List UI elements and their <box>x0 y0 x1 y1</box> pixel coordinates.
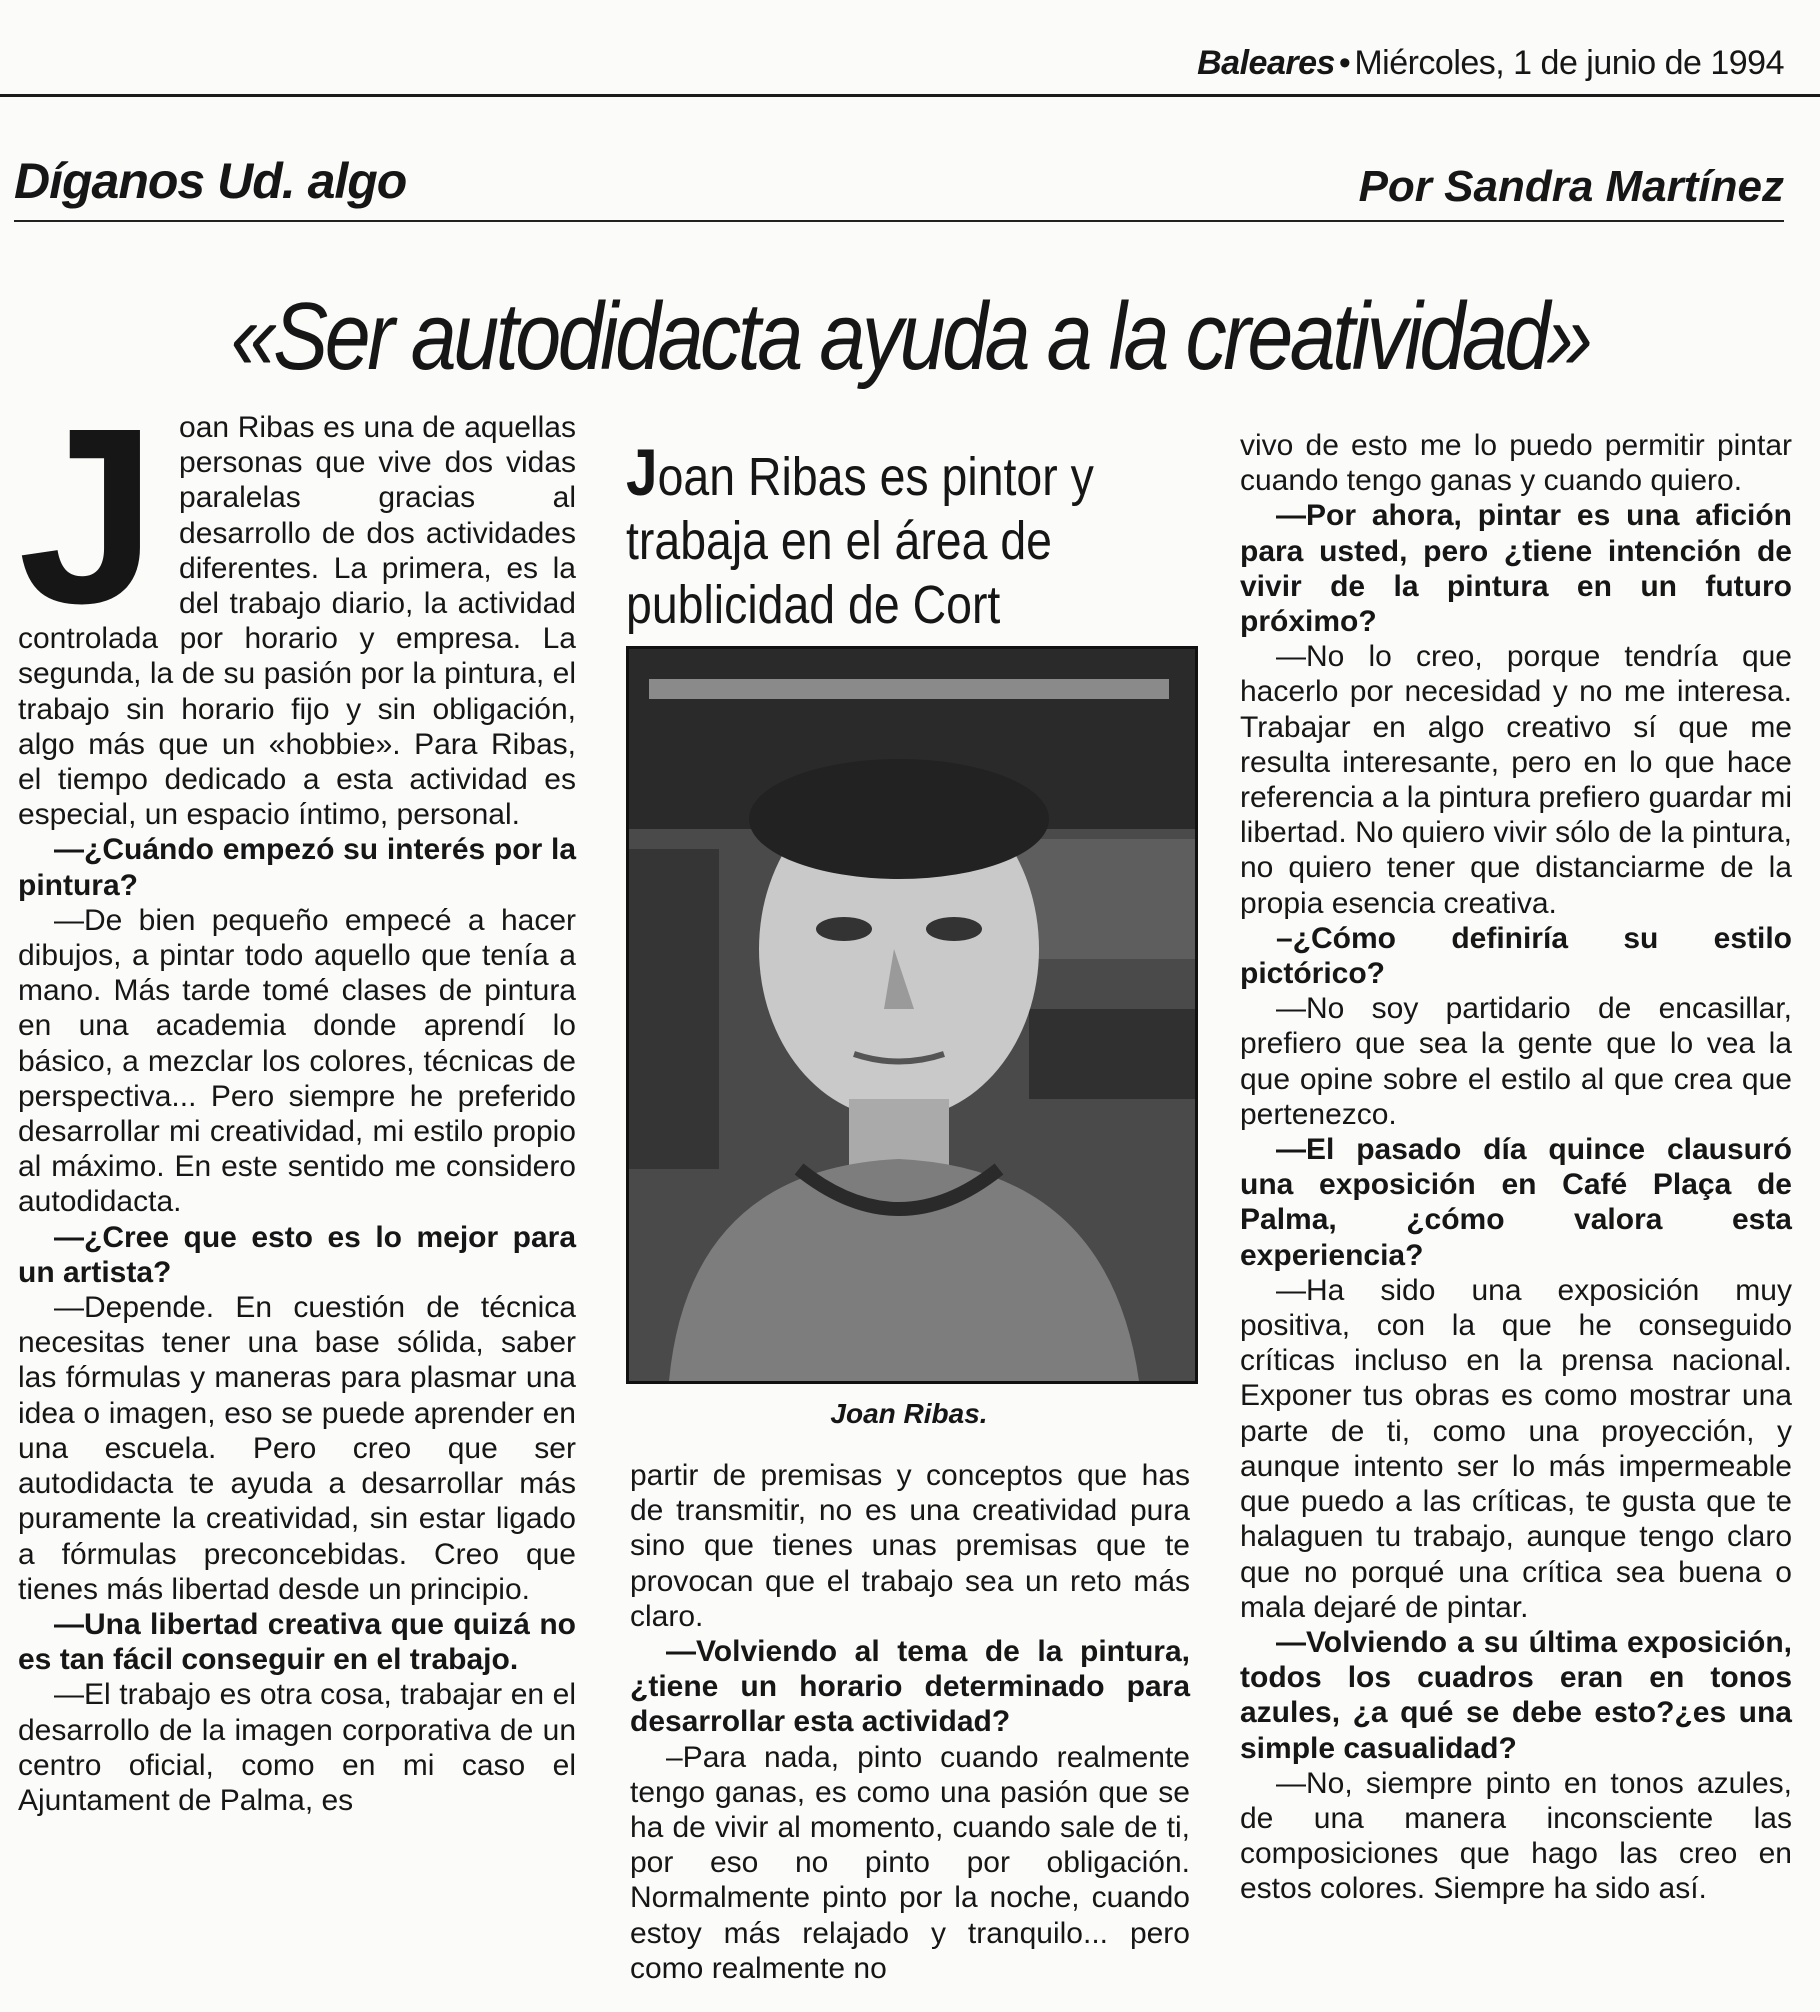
kicker-row <box>14 150 1784 222</box>
pull-quote-initial: J <box>626 435 658 509</box>
column-2-continuation: partir de premisas y conceptos que has de transmitir, no es una creatividad pura sino que tienes unas premisas que te provocan que el trabajo sea un reto más claro. <box>630 1459 1190 1633</box>
photo-caption: Joan Ribas. <box>830 1398 988 1429</box>
column-3-continuation: vivo de esto me lo puedo permitir pintar cuando tengo ganas y cuando quiero. <box>1240 429 1792 498</box>
kicker: Díganos Ud. algo <box>14 153 407 209</box>
headline: «Ser autodidacta ayuda a la creatividad» <box>230 283 1590 390</box>
question-7: —El pasado día quince clausuró una exposición en Café Plaça de Palma, ¿cómo valora esta experiencia? <box>1240 1133 1792 1272</box>
question-4: —Volviendo al tema de la pintura, ¿tiene un horario determinado para desarrollar esta actividad? <box>630 1635 1190 1739</box>
drop-cap: J <box>18 376 158 655</box>
answer-7: —Ha sido una exposición muy positiva, con la que he conseguido críticas incluso en la prensa nacional. Exponer tus obras es como mostrar una parte de ti, como una proyección, y aunque intento ser lo más impermeable que puedo a las críticas, te gusta que te halaguen tu trabajo, aunque tengo claro que no porqué una crítica sea buena o mala dejaré de pintar. <box>1240 1273 1792 1624</box>
portrait-photo <box>626 646 1198 1384</box>
article-column-3 <box>1240 428 1792 1907</box>
publication-date: Miércoles, 1 de junio de 1994 <box>1354 44 1784 82</box>
question-6: –¿Cómo definiría su estilo pictórico? <box>1240 921 1792 991</box>
pull-quote <box>626 435 1116 637</box>
answer-1: —De bien pequeño empecé a hacer dibujos, a pintar todo aquello que tenía a mano. Más tarde tomé clases de pintura en una academia donde aprendí lo básico, a mezclar los colores, técnicas de perspectiva... Pero siempre he preferido desarrollar mi creatividad, mi estilo propio al máximo. En este sentido me considero autodidacta. <box>18 903 576 1219</box>
article-column-2 <box>630 1458 1190 1986</box>
section-name: Baleares <box>1197 44 1335 82</box>
answer-8: —No, siempre pinto en tonos azules, de una manera inconsciente las composiciones que hago las creo en estos colores. Siempre ha sido así. <box>1240 1766 1792 1906</box>
answer-5: —No lo creo, porque tendría que hacerlo por necesidad y no me interesa. Trabajar en algo creativo sí que me resulta interesante, pero en lo que hace referencia a la pintura prefiero guardar mi libertad. No quiero vivir sólo de la pintura, no quiero tener que distanciarme de la propia esencia creativa. <box>1240 640 1792 920</box>
question-5: —Por ahora, pintar es una afición para usted, pero ¿tiene intención de vivir de la pintura en un futuro próximo? <box>1240 499 1792 639</box>
answer-3: —El trabajo es otra cosa, trabajar en el desarrollo de la imagen corporativa de un centro oficial, como en mi caso el Ajuntament de Palma, es <box>18 1678 576 1817</box>
answer-2: —Depende. En cuestión de técnica necesitas tener una base sólida, saber las fórmulas y maneras para plasmar una idea o imagen, eso se puede aprender en una escuela. Pero creo que ser autodidacta te ayuda a desarrollar más puramente la creatividad, sin estar ligado a fórmulas preconcebidas. Creo que tienes más libertad desde un principio. <box>18 1291 576 1606</box>
intro-paragraph: oan Ribas es una de aquellas personas que vive dos vidas paralelas gracias al desarrollo de dos actividades diferentes. La primera, es la del trabajo diario, la actividad controlada por horario y empresa. La segunda, la de su pasión por la pintura, el trabajo sin horario fijo y sin obligación, algo más que un «hobbie». Para Ribas, el tiempo dedicado a esta actividad es especial, un espacio íntimo, personal. <box>18 411 576 832</box>
pull-quote-line-2: trabaja en el área de <box>626 511 1053 571</box>
question-8: —Volviendo a su última exposición, todos los cuadros eran en tonos azules, ¿a qué se debe esto?¿es una simple casualidad? <box>1240 1625 1792 1765</box>
article-column-1 <box>18 376 576 1818</box>
answer-4: –Para nada, pinto cuando realmente tengo ganas, es como una pasión que se ha de vivir al momento, cuando sale de ti, por eso no pinto por obligación. Normalmente pinto por la noche, cuando estoy más relajado y tranquilo... pero como realmente no <box>630 1740 1190 1985</box>
byline: Por Sandra Martínez <box>1358 162 1784 211</box>
pull-quote-line-3: publicidad de Cort <box>626 575 1001 635</box>
bullet-separator: • <box>1338 44 1351 82</box>
question-3: —Una libertad creativa que quizá no es tan fácil conseguir en el trabajo. <box>18 1607 576 1677</box>
dateline <box>1197 44 1784 83</box>
question-1: —¿Cuándo empezó su interés por la pintura? <box>18 833 576 902</box>
portrait-illustration <box>629 649 1195 1381</box>
pull-quote-line-1: oan Ribas es pintor y <box>657 447 1094 507</box>
answer-6: —No soy partidario de encasillar, prefiero que sea la gente que lo vea la que opine sobre el estilo al que crea que pertenezco. <box>1240 992 1792 1131</box>
question-2: —¿Cree que esto es lo mejor para un artista? <box>18 1220 576 1289</box>
